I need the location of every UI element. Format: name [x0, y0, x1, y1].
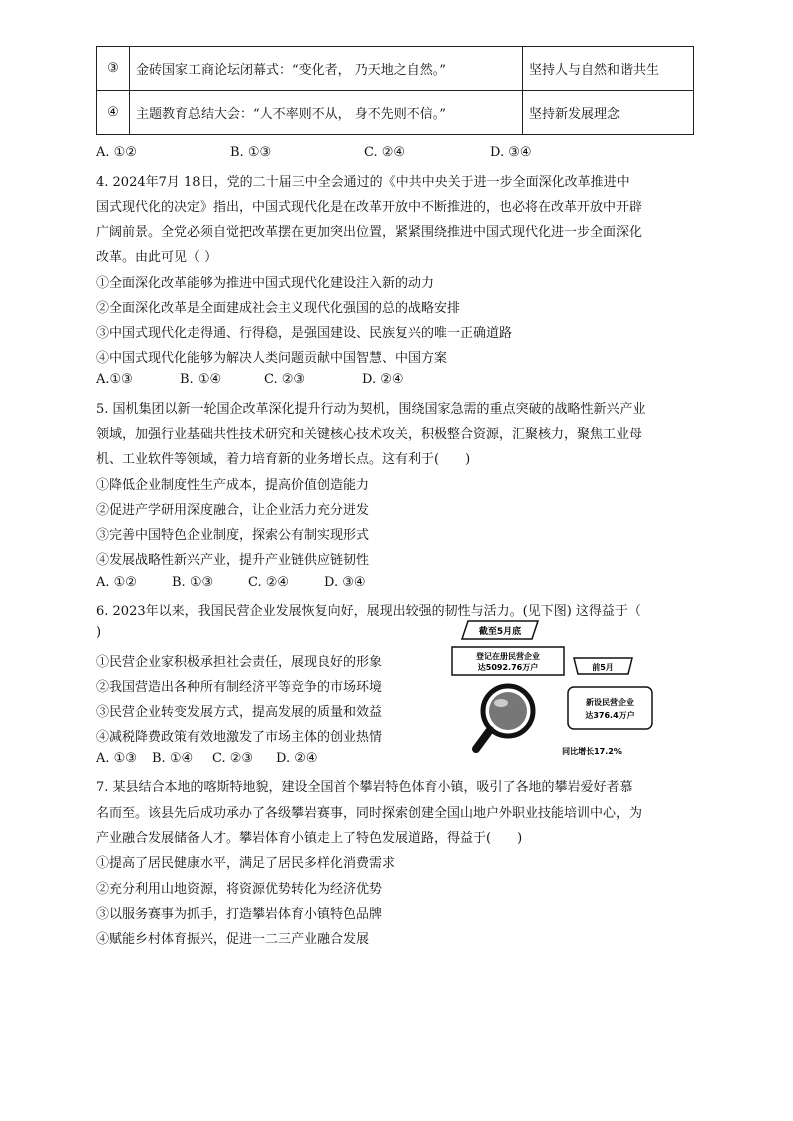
- magnifier-icon: [476, 686, 533, 749]
- q4-stem-line: 国式现代化的决定》指出，中国式现代化是在改革开放中不断推进的，也必将在改革开放中开辟: [96, 200, 643, 215]
- q7-item: ①提高了居民健康水平，满足了居民多样化消费需求: [96, 856, 396, 871]
- option-c: C. ②③: [264, 372, 306, 387]
- table-cell-quote: 主题教育总结大会：“人不率则不从， 身不先则不信。”: [130, 91, 523, 135]
- option-a: A. ①③: [96, 751, 137, 766]
- q4-stem-line: 广阔前景。全党必须自觉把改革摆在更加突出位置，紧紧围绕推进中国式现代化进一步全面深化: [96, 225, 643, 240]
- table-cell-number: ③: [97, 47, 130, 91]
- q6-stem-line: ): [96, 625, 102, 640]
- q5-item: ②促进产学研用深度融合，让企业活力充分迸发: [96, 503, 370, 518]
- registered-label: 登记在册民营企业: [476, 652, 540, 661]
- option-d: D. ②④: [362, 372, 404, 387]
- q5-item: ④发展战略性新兴产业，提升产业链供应链韧性: [96, 553, 370, 568]
- option-b: B. ①③: [172, 575, 214, 590]
- q3-options: [96, 145, 532, 160]
- option-b: B. ①④: [180, 372, 222, 387]
- table-cell-theme: 坚持人与自然和谐共生: [523, 47, 694, 91]
- q5-stem-line: 领域，加强行业基础共性技术研究和关键核心技术攻关，积极整合资源，汇聚核力，聚焦工业母: [96, 427, 643, 442]
- option-c: C. ②③: [212, 751, 254, 766]
- tag-label: 截至5月底: [478, 627, 522, 637]
- q6-item: ③民营企业转变发展方式，提高发展的质量和效益: [96, 705, 383, 720]
- q6-item: ②我国营造出各种所有制经济平等竞争的市场环境: [96, 680, 383, 695]
- q4-item: ①全面深化改革能够为推进中国式现代化建设注入新的动力: [96, 276, 435, 291]
- q6-options: [96, 751, 318, 766]
- new-label: 新设民营企业: [586, 698, 634, 707]
- q4-item: ②全面深化改革是全面建成社会主义现代化强国的总的战略安排: [96, 301, 461, 316]
- q7-stem-line: 产业融合发展储备人才。攀岩体育小镇走上了特色发展道路，得益于( ): [96, 831, 523, 846]
- option-a: A.①③: [96, 372, 133, 387]
- option-d: D. ③④: [324, 575, 366, 590]
- new-box: [568, 687, 652, 729]
- table-cell-theme: 坚持新发展理念: [523, 91, 694, 135]
- option-c: C. ②④: [248, 575, 290, 590]
- q5-item: ③完善中国特色企业制度，探索公有制实现形式: [96, 528, 370, 543]
- period-label: 前5月: [592, 663, 614, 672]
- q7-stem-line: 名而至。该县先后成功承办了各级攀岩赛事，同时探索创建全国山地户外职业技能培训中心，为: [96, 806, 643, 821]
- q5-stem-line: 5. 国机集团以新一轮国企改革深化提升行动为契机，围绕国家急需的重点突破的战略性新兴产业: [96, 402, 646, 417]
- option-a: A. ①②: [96, 145, 137, 160]
- table-cell-number: ④: [97, 91, 130, 135]
- q6-item: ④减税降费政策有效地激发了市场主体的创业热情: [96, 730, 383, 745]
- q7-item: ②充分利用山地资源，将资源优势转化为经济优势: [96, 882, 383, 897]
- table-row: [97, 47, 694, 91]
- q5-stem-line: 机、工业软件等领域，着力培育新的业务增长点。这有利于( ): [96, 452, 471, 467]
- q4-stem-line: 改革。由此可见（ ）: [96, 250, 218, 265]
- option-a: A. ①②: [96, 575, 137, 590]
- private-enterprise-infographic: [446, 617, 656, 759]
- table-row: [97, 91, 694, 135]
- q4-stem-line: 4. 2024年7月 18日，党的二十届三中全会通过的《中共中央关于进一步全面深化改革推进中: [96, 175, 630, 190]
- option-b: B. ①③: [230, 145, 272, 160]
- q6-stem-line: 6. 2023年以来，我国民营企业发展恢复向好，展现出较强的韧性与活力。(见下图) 这得益于（: [96, 604, 641, 619]
- q7-stem-line: 7. 某县结合本地的喀斯特地貌，建设全国首个攀岩特色体育小镇，吸引了各地的攀岩爱好者慕: [96, 780, 633, 795]
- option-d: D. ③④: [490, 145, 532, 160]
- q7-item: ③以服务赛事为抓手，打造攀岩体育小镇特色品牌: [96, 907, 383, 922]
- table-cell-quote: 金砖国家工商论坛闭幕式：“变化者， 乃天地之自然。”: [130, 47, 523, 91]
- new-value: 达376.4万户: [585, 711, 635, 720]
- option-b: B. ①④: [152, 751, 194, 766]
- question-table: [96, 46, 694, 135]
- growth-label: 同比增长17.2%: [562, 747, 622, 756]
- q5-options: [96, 575, 366, 590]
- q5-item: ①降低企业制度性生产成本，提高价值创造能力: [96, 478, 370, 493]
- option-c: C. ②④: [364, 145, 406, 160]
- registered-value: 达5092.76万户: [477, 663, 539, 672]
- q4-item: ④中国式现代化能够为解决人类问题贡献中国智慧、中国方案: [96, 351, 448, 366]
- q4-options: [96, 372, 404, 387]
- q4-item: ③中国式现代化走得通、行得稳，是强国建设、民族复兴的唯一正确道路: [96, 326, 513, 341]
- option-d: D. ②④: [276, 751, 318, 766]
- q6-item: ①民营企业家积极承担社会责任，展现良好的形象: [96, 655, 383, 670]
- q7-item: ④赋能乡村体育振兴，促进一二三产业融合发展: [96, 932, 370, 947]
